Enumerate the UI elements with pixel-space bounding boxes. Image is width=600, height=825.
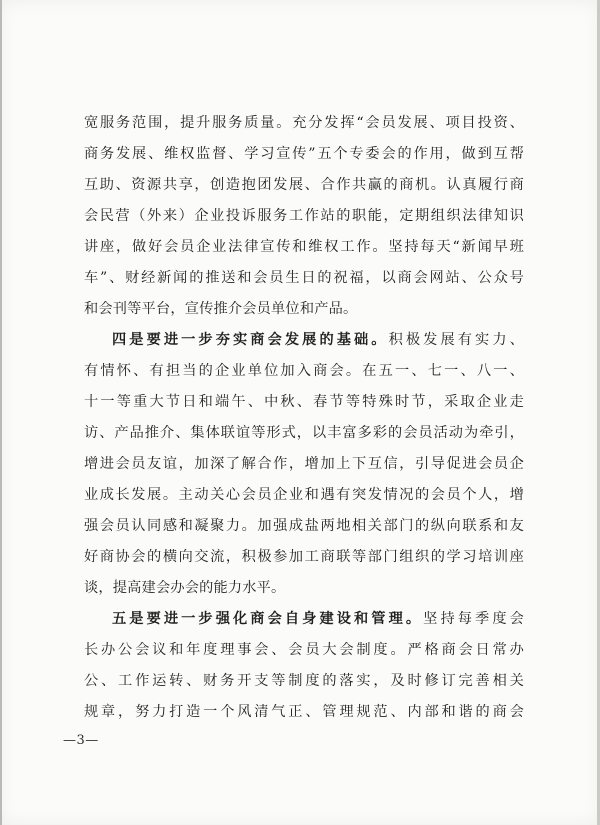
- page-number: —3—: [63, 733, 99, 748]
- text-line: 访、产品推介、集体联谊等形式，以丰富多彩的会员活动为牵引，: [84, 425, 524, 441]
- text-line: 规章，努力打造一个风清气正、管理规范、内部和谐的商会: [84, 704, 524, 720]
- paragraph-point-four: [84, 325, 524, 604]
- section-heading-five: 五是要进一步强化商会自身建设和管理。: [112, 611, 424, 627]
- text-run: 积极发展有实力、: [388, 332, 524, 348]
- paragraph-service-scope: [84, 108, 524, 325]
- text-line: 讲座，做好会员企业法律宣传和维权工作。坚持每天“新闻早班: [84, 239, 524, 255]
- text-run: 坚持每季度会: [423, 611, 524, 627]
- text-line: 好商协会的横向交流，积极参加工商联等部门组织的学习培训座: [84, 549, 524, 565]
- text-line: 十一等重大节日和端午、中秋、春节等特殊时节，采取企业走: [84, 394, 524, 410]
- text-line: 公、工作运转、财务开支等制度的落实，及时修订完善相关: [84, 673, 524, 689]
- text-line: 互助、资源共享，创造抱团发展、合作共赢的商机。认真履行商: [84, 177, 524, 193]
- text-line: 会民营（外来）企业投诉服务工作站的职能，定期组织法律知识: [84, 208, 524, 224]
- text-line: 宽服务范围，提升服务质量。充分发挥“会员发展、项目投资、: [84, 115, 524, 131]
- text-line: 车”、财经新闻的推送和会员生日的祝福，以商会网站、公众号: [84, 270, 524, 286]
- page-edge-left: [0, 0, 2, 825]
- text-line: 和会刊等平台，宣传推介会员单位和产品。: [84, 301, 358, 317]
- text-line: 增进会员友谊，加深了解合作，增加上下互信，引导促进会员企: [84, 456, 524, 472]
- text-line: 业成长发展。主动关心会员企业和遇有突发情况的会员个人，增: [84, 487, 524, 503]
- text-line: 强会员认同感和凝聚力。加强成盐两地相关部门的纵向联系和友: [84, 518, 524, 534]
- section-heading-four: 四是要进一步夯实商会发展的基础。: [112, 332, 389, 348]
- text-line: [84, 604, 524, 635]
- paragraph-point-five: [84, 604, 524, 728]
- text-line: 商务发展、维权监督、学习宣传”五个专委会的作用，做到互帮: [84, 146, 524, 162]
- text-line: 谈，提高建会办会的能力水平。: [84, 580, 286, 596]
- document-body: [84, 108, 524, 728]
- text-line: [84, 325, 524, 356]
- text-line: 有情怀、有担当的企业单位加入商会。在五一、七一、八一、: [84, 363, 524, 379]
- text-line: 长办公会议和年度理事会、会员大会制度。严格商会日常办: [84, 642, 524, 658]
